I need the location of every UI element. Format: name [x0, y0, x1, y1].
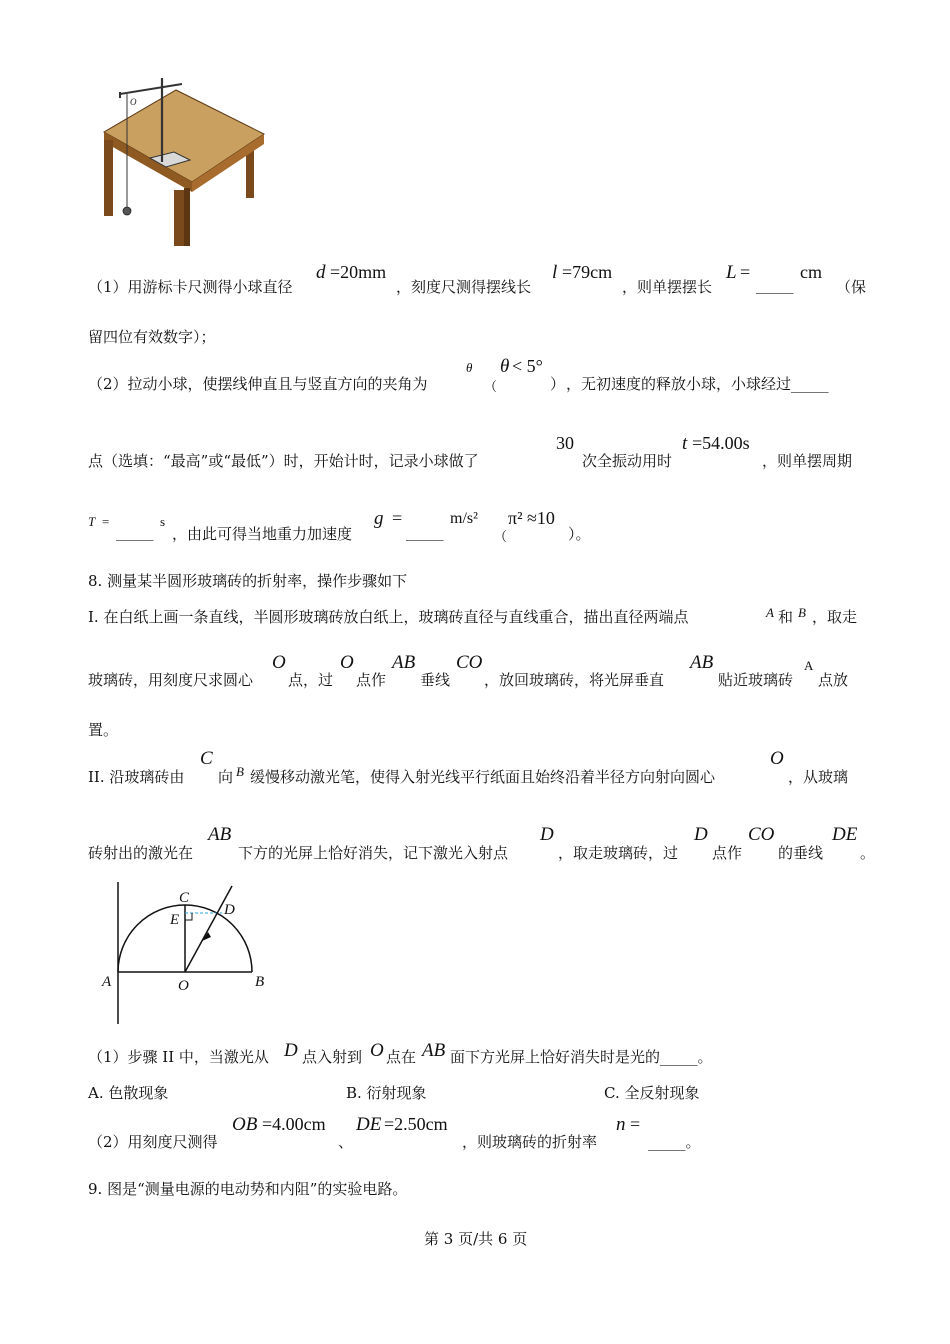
q8-s1-AB1: AB	[392, 652, 416, 673]
q8-s1-text-b: ，取走	[812, 608, 858, 626]
q7-p2-count-30: 30	[556, 433, 574, 453]
q8-q2-sep: 、	[338, 1133, 354, 1151]
q8-q2-de-value: =2.50cm	[384, 1114, 448, 1134]
q7-p2-t-var: t	[682, 433, 688, 454]
q8-s2-CO: CO	[748, 824, 775, 845]
q8-q1-text-d: 面下方光屏上恰好消失时是光的_____。	[450, 1048, 713, 1066]
q7-p2-paren-open: （	[484, 380, 498, 395]
q9-title: 9. 图是“测量电源的电动势和内阻”的实验电路。	[88, 1180, 408, 1198]
q8-q2-DE: DE	[356, 1114, 382, 1135]
q8-q2-n-eq: =	[630, 1114, 641, 1134]
q8-q1-text-a: （1）步骤 II 中，当激光从	[88, 1048, 269, 1066]
q7-p2-theta: θ	[466, 360, 473, 375]
q8-s1-and: 和	[778, 608, 794, 626]
q8-s1-l2c: 点作	[356, 671, 387, 689]
q8-option-b: B. 衍射现象	[346, 1084, 427, 1102]
q8-s1-AB2: AB	[690, 652, 714, 673]
q7-p2-line3a: ，由此可得当地重力加速度	[172, 525, 353, 543]
q7-p2-T-unit: s	[160, 514, 166, 529]
q8-s1-l3: 置。	[88, 721, 119, 739]
q8-s2-D: D	[540, 824, 554, 845]
q7-p2-line2a: 点（选填：“最高”或“最低”）时，开始计时，记录小球做了	[88, 452, 479, 470]
q8-s2-l2b: 下方的光屏上恰好消失，记下激光入射点	[238, 844, 509, 862]
q7-p2-blank1: _____	[116, 523, 154, 541]
q8-title: 8. 测量某半圆形玻璃砖的折射率，操作步骤如下	[88, 572, 408, 590]
q7-p2-paren-open2: （	[494, 530, 508, 545]
q8-s2-to: 向	[218, 768, 234, 786]
q8-q1-D: D	[284, 1040, 298, 1061]
q7-p2-T-var: T	[88, 514, 96, 529]
q7-p2-cond-theta: θ	[500, 356, 510, 377]
q8-s2-DE: DE	[832, 824, 858, 845]
q7-p1-text-a: （1）用游标卡尺测得小球直径	[88, 278, 293, 296]
q7-p2-g-var: g	[374, 508, 384, 529]
laser-ray	[185, 886, 232, 972]
q8-q1-AB: AB	[422, 1040, 446, 1061]
glass-brick-figure	[96, 880, 286, 1028]
q8-s2-O: O	[770, 748, 784, 769]
page-footer: 第 3 页/共 6 页	[424, 1230, 528, 1248]
q7-p2-t-value: =54.00s	[692, 433, 750, 453]
q8-q2-OB: OB	[232, 1114, 258, 1135]
q7-p2-paren-close2: ）。	[568, 525, 591, 543]
q7-p1-unit: cm	[800, 262, 822, 282]
q7-p2-line2c: ，则单摆周期	[762, 452, 853, 470]
q8-s1-l2e: ，放回玻璃砖，将光屏垂直	[484, 671, 665, 689]
q7-p2-g-unit: m/s²	[450, 510, 478, 527]
q8-q2-text-b: ，则玻璃砖的折射率	[462, 1133, 598, 1151]
label-C: C	[179, 890, 190, 906]
q8-s2-text-b: 缓慢移动激光笔，使得入射光线平行纸面且始终沿着半径方向射向圆心	[250, 768, 716, 786]
q7-p2-line2b: 次全振动用时	[582, 452, 673, 470]
q7-p1-blank: _____	[756, 276, 794, 294]
q8-s2-AB: AB	[208, 824, 232, 845]
label-E: E	[170, 912, 180, 928]
q8-q2-text-c: _____。	[648, 1133, 701, 1151]
q8-s2-l2c: ，取走玻璃砖，过	[558, 844, 679, 862]
q8-s1-O2: O	[340, 652, 354, 673]
q8-s1-l2d: 垂线	[420, 671, 451, 689]
q8-s1-O1: O	[272, 652, 286, 673]
q8-q1-text-b: 点入射到	[302, 1048, 363, 1066]
q7-p1-d-value: =20mm	[330, 262, 387, 282]
q8-s1-A: A	[766, 605, 774, 620]
q8-s2-C: C	[200, 748, 213, 769]
label-A: A	[102, 974, 112, 990]
q8-option-c: C. 全反射现象	[604, 1084, 700, 1102]
q8-s2-text-c: ，从玻璃	[788, 768, 849, 786]
label-D: D	[224, 902, 235, 918]
q7-p1-l-value: =79cm	[562, 262, 613, 282]
q7-p2-g-eq: =	[392, 508, 403, 528]
q7-p1-line2: 留四位有效数字）；	[88, 328, 216, 346]
q8-s2-B: B	[236, 764, 244, 779]
q8-s1-l2b: 点，过	[288, 671, 334, 689]
q8-s1-l2g: 点放	[818, 671, 849, 689]
q7-p2-T-eq: =	[102, 514, 110, 529]
q8-q2-text-a: （2）用刻度尺测得	[88, 1133, 218, 1151]
q7-p2-text-a: （2）拉动小球，使摆线伸直且与竖直方向的夹角为	[88, 375, 428, 393]
q8-s2-D2: D	[694, 824, 708, 845]
q7-p2-blank2: _____	[406, 523, 444, 541]
q7-p2-paren-close: ）	[550, 375, 566, 393]
q8-s2-l2f: 。	[860, 844, 876, 862]
q8-s2-text-a: II. 沿玻璃砖由	[88, 768, 185, 786]
q7-p1-l-var: l	[552, 262, 558, 283]
q7-p1-L-eq: =	[740, 262, 751, 282]
q8-q1-O: O	[370, 1040, 384, 1061]
q7-p2-cond: < 5°	[512, 356, 543, 376]
right-angle-mark	[185, 913, 192, 920]
label-B: B	[255, 974, 265, 990]
q8-q2-ob-value: =4.00cm	[262, 1114, 326, 1134]
q8-s1-text-a: I. 在白纸上画一条直线，半圆形玻璃砖放白纸上，玻璃砖直径与直线重合，描出直径两端点	[88, 608, 689, 626]
q8-s2-l2e: 的垂线	[778, 844, 824, 862]
q8-s1-A2: A	[804, 658, 814, 673]
pendulum-figure	[96, 72, 268, 250]
q8-s1-B: B	[798, 605, 806, 620]
label-o: O	[130, 97, 137, 107]
q8-s2-l2a: 砖射出的激光在	[88, 844, 194, 862]
q8-option-a: A. 色散现象	[88, 1084, 169, 1102]
q7-p1-text-b: ，刻度尺测得摆线长	[396, 278, 532, 296]
q8-s1-l2f: 贴近玻璃砖	[718, 671, 794, 689]
q8-s1-l2a: 玻璃砖，用刻度尺求圆心	[88, 671, 254, 689]
q7-p2-text-b: ，无初速度的释放小球，小球经过_____	[566, 375, 829, 393]
q7-p1-text-c: ，则单摆摆长	[622, 278, 713, 296]
q7-p1-L-var: L	[726, 262, 737, 283]
q8-s1-CO1: CO	[456, 652, 483, 673]
q7-p1-text-d: （保	[836, 278, 867, 296]
label-O: O	[178, 978, 189, 994]
q8-q1-text-c: 点在	[386, 1048, 417, 1066]
q8-s2-l2d: 点作	[712, 844, 743, 862]
q8-q2-n: n	[616, 1114, 626, 1135]
q7-p1-d-var: d	[316, 262, 326, 283]
q7-p2-pi: π² ≈10	[508, 508, 555, 528]
